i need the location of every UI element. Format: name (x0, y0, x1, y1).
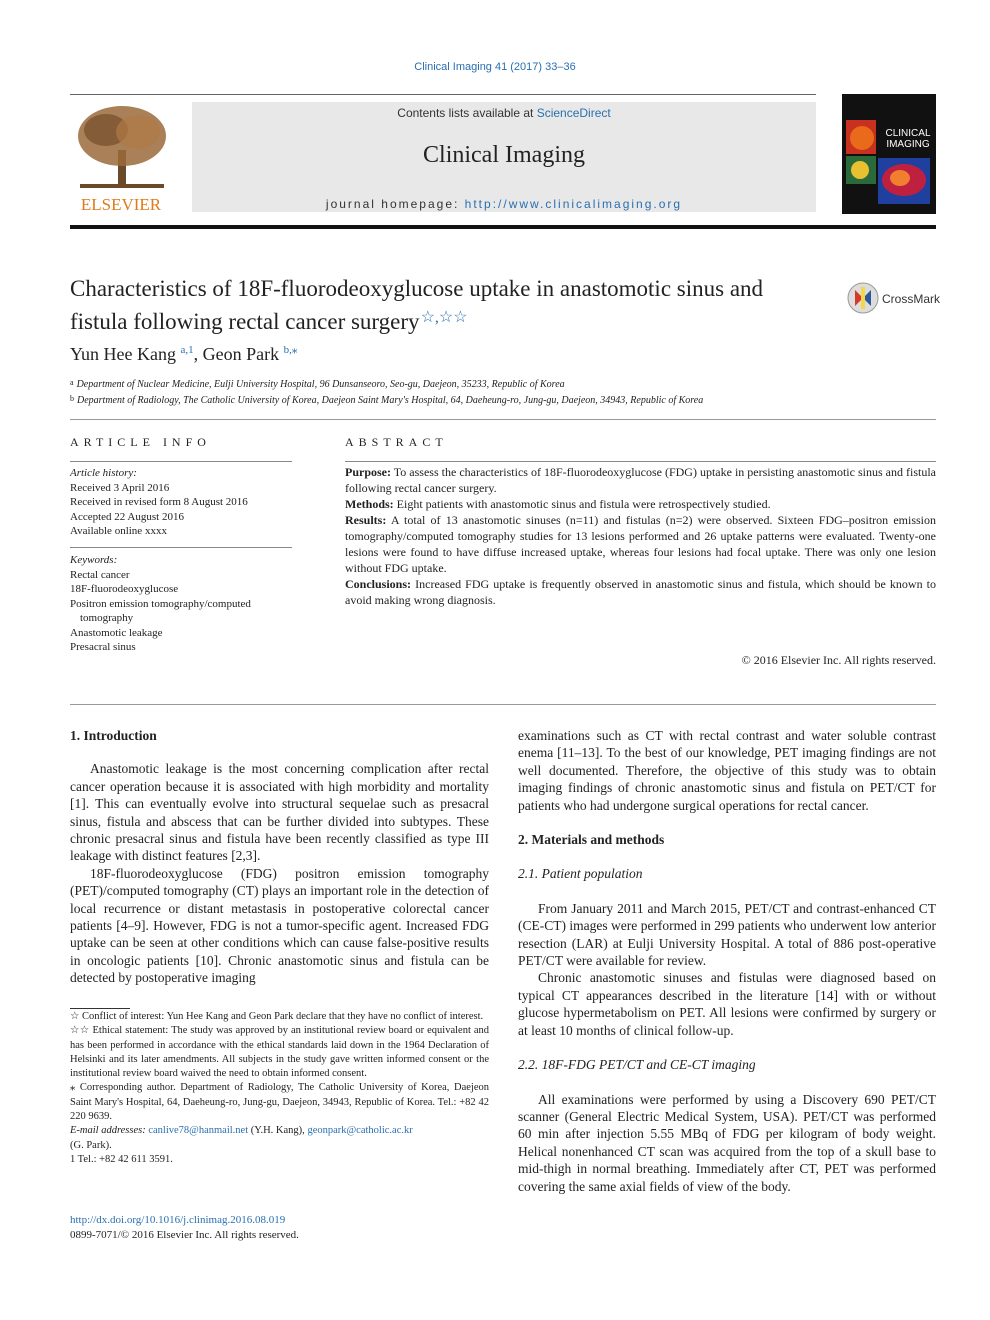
divider (70, 704, 936, 705)
methods-text: Eight patients with anastomotic sinus and fistula were retrospectively studied. (393, 497, 771, 511)
subsection-heading: 2.2. 18F-FDG PET/CT and CE-CT imaging (518, 1057, 756, 1073)
purpose-label: Purpose: (345, 465, 391, 479)
affiliation-text: Department of Radiology, The Catholic University of Korea, Daejeon Saint Mary's Hospital, 64, Daeheung-ro, Jung-gu, Daejeon, 34943, Republic of Korea (77, 395, 704, 406)
history-label: Article history: (70, 467, 137, 479)
abstract-conclusions (345, 576, 936, 608)
affiliation-mark: b (70, 394, 74, 403)
contents-prefix: Contents lists available at (397, 106, 537, 120)
divider (70, 547, 292, 548)
abstract-heading: ABSTRACT (345, 435, 448, 449)
history-item: Received 3 April 2016 (70, 481, 170, 494)
journal-cover-thumbnail[interactable] (842, 94, 936, 214)
footnote-divider (70, 1008, 130, 1009)
purpose-text: To assess the characteristics of 18F-fluorodeoxyglucose (FDG) uptake in persisting anastomotic sinus and fistula following rectal cancer surgery. (345, 465, 936, 495)
section-heading: 1. Introduction (70, 728, 157, 743)
crossmark-label: CrossMark (882, 292, 941, 306)
abstract-methods (345, 496, 936, 512)
contents-line (192, 106, 816, 120)
author-name[interactable]: Geon Park (202, 344, 280, 364)
author-affiliation-marks[interactable]: a,1 (180, 344, 194, 356)
results-text: A total of 13 anastomotic sinuses (n=11) and fistulas (n=2) were observed. Sixteen FDG–positron emission tomography/computed tomography studies for 13 lesions performed and 26 uptake patterns were evaluated. Twenty-one lesions were found to have diffuse increased uptake, whereas four lesions had focal uptake. There was only one lesion without FDG uptake. (345, 513, 936, 575)
keyword-item: Positron emission tomography/computed (70, 597, 251, 610)
homepage-prefix: journal homepage: (325, 197, 465, 211)
doi-link[interactable]: http://dx.doi.org/10.1016/j.clinimag.2016.08.019 (70, 1214, 286, 1226)
conclusions-label: Conclusions: (345, 577, 412, 591)
divider (70, 461, 292, 462)
methods-label: Methods: (345, 497, 394, 511)
keyword-item: Anastomotic leakage (70, 626, 163, 639)
homepage-link[interactable]: http://www.clinicalimaging.org (464, 197, 683, 211)
author-list (70, 343, 297, 365)
footnote: ☆☆ Ethical statement: The study was approved by an institutional review board or equivalent and has been performed in accordance with the ethical standards laid down in the 1964 Declaration of Helsinki and its later amendments. All subjects in the study gave written informed consent or the institutional review board waived the need to obtain informed consent. (70, 1025, 489, 1080)
email-label: E-mail addresses: (70, 1125, 146, 1137)
header-rule (70, 225, 936, 229)
journal-homepage-line (192, 197, 816, 211)
abstract-results (345, 512, 936, 576)
paragraph: From January 2011 and March 2015, PET/CT and contrast-enhanced CT (CE-CT) images were performed in 299 patients who underwent low anterior resection (LAR) at Eulji University Hospital. A total of 886 post-operative PET/CT were available for review. (518, 900, 936, 969)
email-link[interactable]: geonpark@catholic.ac.kr (307, 1125, 413, 1137)
journal-reference-link[interactable]: Clinical Imaging 41 (2017) 33–36 (414, 61, 576, 73)
history-item: Received in revised form 8 August 2016 (70, 496, 248, 508)
paragraph: All examinations were performed by using a Discovery 690 PET/CT scanner (General Electric Medical System, USA). PET/CT was performed 60 min after injection 5.55 MBq of FDG per kilogram of body weight. Helical nonenhanced CT scan was acquired from the top of a skull base to mid-thigh in normal breathing. Immediately after CT, PET was performed covering the same axial fields of view of the body. (518, 1091, 936, 1194)
elsevier-wordmark: ELSEVIER (80, 195, 162, 214)
doi-block (70, 1213, 299, 1243)
results-label: Results: (345, 513, 387, 527)
paragraph: examinations such as CT with rectal contrast and water soluble contrast enema [11–13]. To the best of our knowledge, PET imaging findings are not well documented. Therefore, the objective of this study was to obtain imaging findings of chronic anastomotic sinus and fistula on PET/CT for patients who had undergone surgical operations for rectal cancer. (518, 728, 936, 813)
article-title-text: Characteristics of 18F-fluorodeoxyglucose uptake in anastomotic sinus and fistula following rectal cancer surgery (70, 276, 764, 334)
conclusions-text: Increased FDG uptake is frequently observed in anastomotic sinus and fistula, which should be known to avoid making wrong diagnosis. (345, 577, 936, 607)
history-item: Accepted 22 August 2016 (70, 510, 184, 523)
keyword-item: 18F-fluorodeoxyglucose (70, 583, 179, 595)
keyword-item: Presacral sinus (70, 641, 136, 653)
body-column-left (70, 727, 489, 987)
affiliation-mark: a (70, 378, 74, 387)
issn-line: 0899-7071/© 2016 Elsevier Inc. All rights reserved. (70, 1229, 299, 1241)
keyword-item: Rectal cancer (70, 568, 130, 581)
title-footnote-marks[interactable]: ☆,☆☆ (420, 309, 468, 326)
author-separator: , (193, 344, 203, 364)
footnote-emails (70, 1124, 489, 1153)
keyword-item: tomography (80, 612, 134, 624)
email-link[interactable]: canlive78@hanmail.net (148, 1125, 249, 1137)
crossmark-icon (846, 281, 880, 315)
affiliations (70, 376, 936, 408)
affiliation-item (70, 376, 936, 392)
copyright-notice: © 2016 Elsevier Inc. All rights reserved. (741, 653, 936, 667)
subsection-heading: 2.1. Patient population (518, 866, 643, 882)
article-info-heading: ARTICLE INFO (70, 435, 211, 449)
footnote: ☆ Conflict of interest: Yun Hee Kang and Geon Park declare that they have no conflict of interest. (70, 1011, 484, 1022)
keywords-label: Keywords: (70, 554, 118, 566)
affiliation-item (70, 392, 936, 408)
abstract-purpose (345, 464, 936, 496)
divider (345, 461, 936, 462)
email-owner: (G. Park). (70, 1139, 112, 1151)
journal-name: Clinical Imaging (423, 142, 585, 168)
keywords (70, 553, 292, 655)
divider (70, 419, 936, 420)
author-affiliation-marks[interactable]: b,⁎ (283, 344, 298, 356)
header-top-divider (70, 94, 816, 95)
footnotes (70, 1010, 489, 1167)
footnote: ⁎ Corresponding author. Department of Radiology, The Catholic University of Korea, Daejeon Saint Mary's Hospital, 64, Daeheung-ro, Jung-gu, Daejeon, 34943, Republic of Korea. Tel.: +82 42 220 9639. (70, 1082, 489, 1123)
affiliation-text: Department of Nuclear Medicine, Eulji University Hospital, 96 Dunsanseoro, Seo-gu, Daejeon, 35233, Republic of Korea (76, 379, 565, 390)
cover-title-line1: CLINICAL (885, 128, 931, 139)
cover-title-line2: IMAGING (886, 139, 930, 150)
article-title (70, 274, 810, 336)
email-owner: (Y.H. Kang), (248, 1125, 308, 1137)
body-column-right (518, 727, 936, 1195)
crossmark-badge[interactable] (846, 281, 946, 317)
paragraph: Anastomotic leakage is the most concerning complication after rectal cancer operation because it is associated with high morbidity and mortality [1]. This can eventually evolve into structural sequelae such as presacral sinus, fistula and abscess that can be further divided into subtypes. These chronic presacral sinus and fistula have been recently classified as type III leakage with distinct features [2,3]. (70, 761, 489, 864)
article-history (70, 466, 292, 539)
footnote: 1 Tel.: +82 42 611 3591. (70, 1153, 173, 1165)
author-name[interactable]: Yun Hee Kang (70, 344, 176, 364)
paragraph: 18F-fluorodeoxyglucose (FDG) positron emission tomography (PET)/computed tomography (CT) plays an important role in the detection of local recurrence or distant metastasis in postoperative colorectal cancer patients [4–9]. However, FDG is not a tumor-specific agent. Increased FDG uptake can be seen at other conditions which can cause false-positive results in oncologic patients [10]. Chronic anastomotic sinus and fistula can be detected by postoperative imaging (70, 865, 489, 986)
elsevier-logo[interactable] (70, 102, 172, 214)
sciencedirect-link[interactable]: ScienceDirect (536, 106, 611, 120)
abstract-body (345, 464, 936, 608)
history-item: Available online xxxx (70, 525, 167, 537)
paragraph: Chronic anastomotic sinuses and fistulas were diagnosed based on typical CT appearances described in the literature [14] with or without glucose hypermetabolism on PET. All lesions were confirmed by surgery or at least 10 months of clinical follow-up. (518, 970, 936, 1038)
section-heading: 2. Materials and methods (518, 832, 665, 848)
